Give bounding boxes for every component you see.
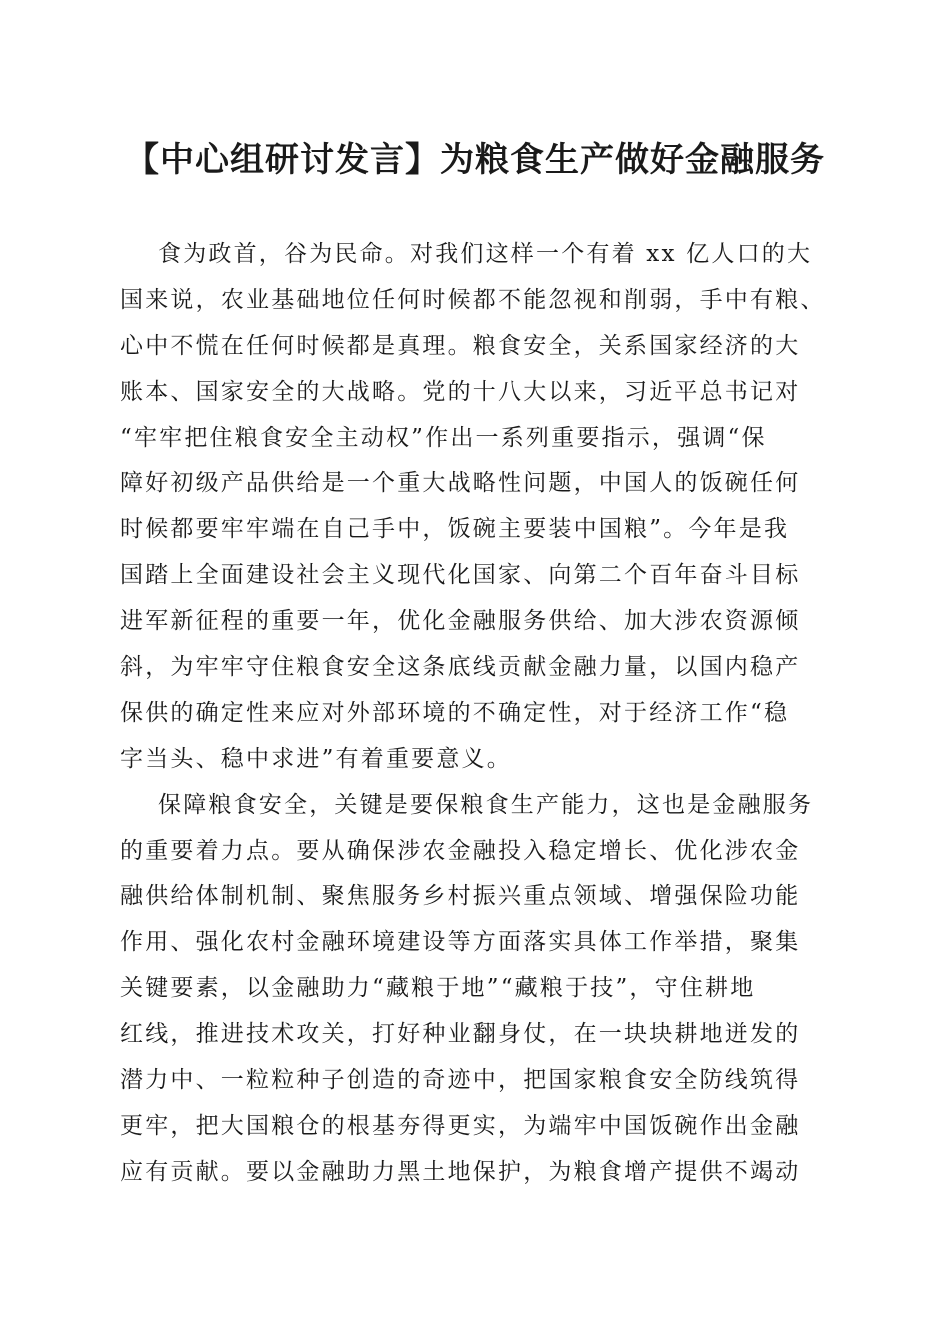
text-line: 食为政首，谷为民命。对我们这样一个有着 xx 亿人口的大 (158, 241, 813, 267)
text-line: 应有贡献。要以金融助力黑土地保护，为粮食增产提供不竭动 (120, 1158, 801, 1185)
text-line: 时候都要牢牢端在自己手中，饭碗主要装中国粮”。今年是我 (120, 516, 790, 543)
text-line: 账本、国家安全的大战略。党的十八大以来，习近平总书记对 (120, 378, 801, 405)
text-line: 斜，为牢牢守住粮食安全这条底线贡献金融力量，以国内稳产 (120, 654, 801, 681)
document-body (120, 237, 832, 1201)
paragraph-2 (120, 788, 832, 1201)
text-line: 融供给体制机制、聚焦服务乡村振兴重点领域、增强保险功能 (120, 883, 801, 910)
text-line: “牢牢把住粮食安全主动权”作出一系列重要指示，强调“保 (120, 424, 767, 451)
text-line: 障好初级产品供给是一个重大战略性问题，中国人的饭碗任何 (120, 470, 801, 497)
text-line: 国来说，农业基础地位任何时候都不能忽视和削弱，手中有粮、 (120, 286, 826, 313)
document-title: 【中心组研讨发言】为粮食生产做好金融服务 (125, 140, 825, 180)
text-line: 字当头、稳中求进”有着重要意义。 (120, 745, 512, 772)
text-line: 更牢，把大国粮仓的根基夯得更实，为端牢中国饭碗作出金融 (120, 1112, 801, 1139)
text-line: 红线，推进技术攻关，打好种业翻身仗，在一块块耕地迸发的 (120, 1021, 801, 1048)
paragraph-1 (120, 237, 832, 788)
text-line: 保障粮食安全，关键是要保粮食生产能力，这也是金融服务 (158, 791, 814, 818)
text-line: 心中不慌在任何时候都是真理。粮食安全，关系国家经济的大 (120, 332, 801, 359)
text-line: 国踏上全面建设社会主义现代化国家、向第二个百年奋斗目标 (120, 562, 801, 589)
text-line: 进军新征程的重要一年，优化金融服务供给、加大涉农资源倾 (120, 608, 801, 635)
text-line: 潜力中、一粒粒种子创造的奇迹中，把国家粮食安全防线筑得 (120, 1067, 801, 1094)
text-line: 关键要素，以金融助力“藏粮于地”“藏粮于技”，守住耕地 (120, 975, 756, 1002)
text-line: 作用、强化农村金融环境建设等方面落实具体工作举措，聚集 (120, 929, 801, 956)
text-line: 的重要着力点。要从确保涉农金融投入稳定增长、优化涉农金 (120, 837, 801, 864)
text-line: 保供的确定性来应对外部环境的不确定性，对于经济工作“稳 (120, 699, 790, 726)
